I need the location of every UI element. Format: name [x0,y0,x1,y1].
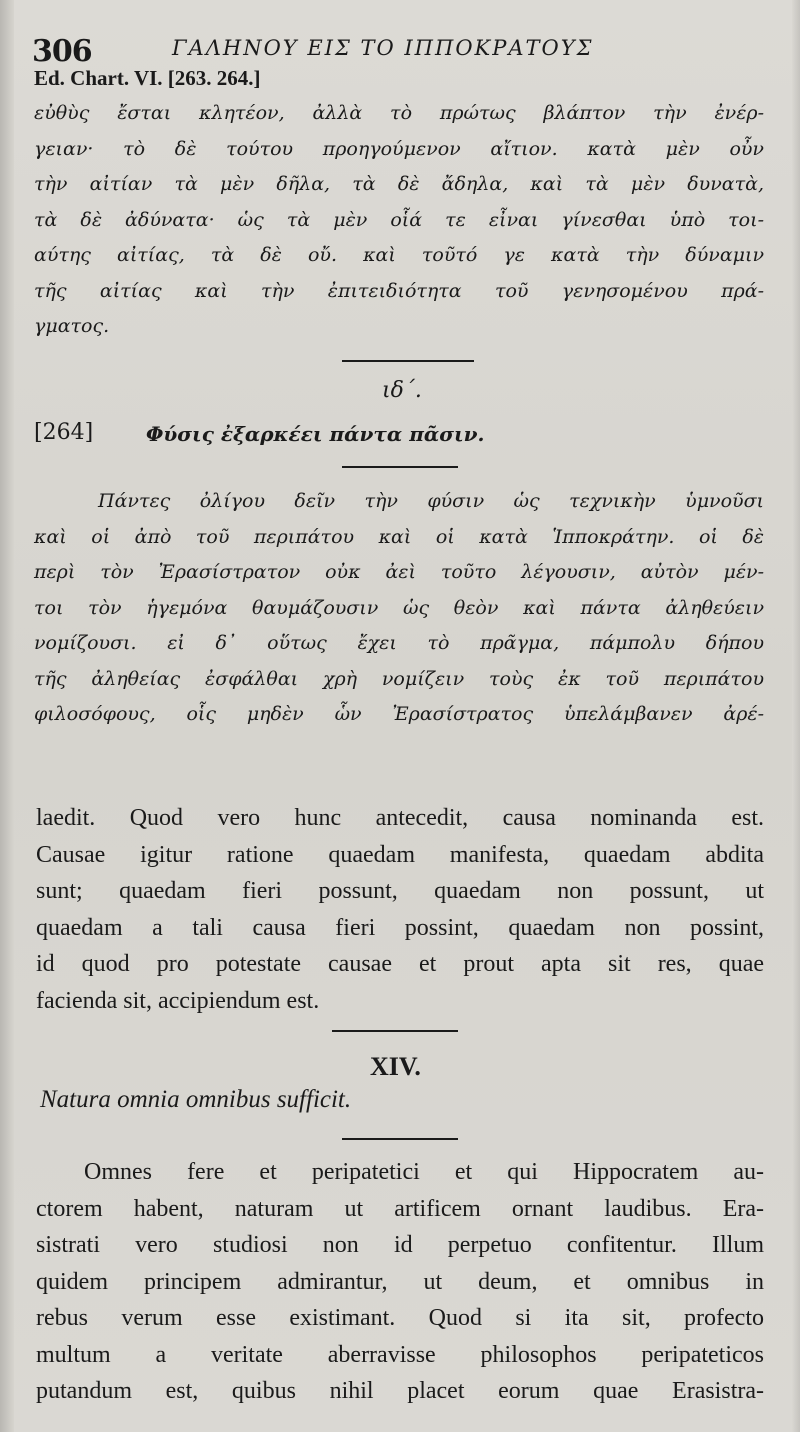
page-bracket-reference: [264] [34,420,94,445]
text-line: τὰ δὲ ἀδύνατα· ὡς τὰ μὲν οἷά τε εἶναι γίνεσθαι ὑπὸ τοι- [34,208,764,231]
text-line: ctorem habent, naturam ut artificem ornant laudibus. Era- [36,1195,764,1222]
page-header [32,26,772,69]
page-gutter-shadow [0,0,14,1432]
text-line: γειαν· τὸ δὲ τούτου προηγούμενον αἴτιον. κατὰ μὲν οὖν [34,137,764,160]
section-divider [342,466,458,468]
text-line: τῆς αἰτίας καὶ τὴν ἐπιτειδιότητα τοῦ γενησομένου πρά- [34,279,764,302]
text-line: laedit. Quod vero hunc antecedit, causa nominanda est. [36,805,764,831]
greek-paragraph-2 [34,484,764,733]
text-line: περὶ τὸν Ἐρασίστρατον οὐκ ἀεὶ τοῦτο λέγουσιν, αὐτὸν μέν- [34,561,764,583]
edition-reference: Ed. Chart. VI. [263. 264.] [34,66,261,90]
text-line: facienda sit, accipiendum est. [36,987,320,1014]
page-edge-shadow [792,0,800,1432]
text-line: quaedam a tali causa fieri possint, quaedam non possint, [36,914,764,941]
text-line: Omnes fere et peripatetici et qui Hippocratem au- [84,1159,764,1185]
text-line: τοι τὸν ἡγεμόνα θαυμάζουσιν ὡς θεὸν καὶ πάντα ἀληθεύειν [34,596,764,619]
text-line: id quod pro potestate causae et prout apta sit res, quae [36,951,764,977]
running-title: ΓΑΛΗΝΟΥ ΕΙΣ ΤΟ ΙΠΠΟΚΡΑΤΟΥΣ [172,36,594,60]
text-line: Πάντες ὀλίγου δεῖν τὴν φύσιν ὡς τεχνικὴν ὑμνοῦσι [98,490,764,512]
text-line: putandum est, quibus nihil placet eorum quae Erasistra- [36,1378,764,1404]
text-line: φιλοσόφους, οἷς μηδὲν ὧν Ἐρασίστρατος ὑπελάμβανεν ἀρέ- [34,703,764,725]
latin-paragraph-1 [36,800,764,1019]
latin-section-number: XIV. [370,1052,421,1081]
text-line: εὐθὺς ἔσται κλητέον, ἀλλὰ τὸ πρώτως βλάπτον τὴν ἐνέρ- [34,102,764,124]
text-line: quidem principem admirantur, ut deum, et omnibus in [36,1268,764,1295]
text-line: αύτης αἰτίας, τὰ δὲ οὔ. καὶ τοῦτό γε κατὰ τὴν δύναμιν [34,244,764,266]
latin-aphorism-heading: Natura omnia omnibus sufficit. [40,1086,352,1113]
greek-paragraph-1 [34,96,764,345]
text-line: Causae igitur ratione quaedam manifesta, quaedam abdita [36,841,764,868]
section-divider [342,1138,458,1140]
text-line: sunt; quaedam fieri possunt, quaedam non possunt, ut [36,878,764,904]
page-number: 306 [32,34,92,69]
greek-aphorism-heading: Φύσις ἐξαρκέει πάντα πᾶσιν. [146,422,485,446]
text-line: τὴν αἰτίαν τὰ μὲν δῆλα, τὰ δὲ ἄδηλα, καὶ τὰ μὲν δυνατὰ, [34,173,764,195]
latin-paragraph-2 [36,1154,764,1410]
greek-section-number: ιδ΄. [382,378,422,403]
text-line: sistrati vero studiosi non id perpetuo confitentur. Illum [36,1232,764,1258]
text-line: rebus verum esse existimant. Quod si ita sit, profecto [36,1305,764,1331]
text-line: multum a veritate aberravisse philosophos peripateticos [36,1341,764,1368]
section-divider [342,360,474,362]
section-divider [332,1030,458,1032]
text-line: καὶ οἱ ἀπὸ τοῦ περιπάτου καὶ οἱ κατὰ Ἱπποκράτην. οἱ δὲ [34,525,764,548]
text-line: γματος. [34,315,110,337]
text-line: τῆς ἀληθείας ἐσφάλθαι χρὴ νομίζειν τοὺς ἐκ τοῦ περιπάτου [34,667,764,690]
text-line: νομίζουσι. εἰ δ᾽ οὕτως ἔχει τὸ πρᾶγμα, πάμπολυ δήπου [34,632,764,654]
